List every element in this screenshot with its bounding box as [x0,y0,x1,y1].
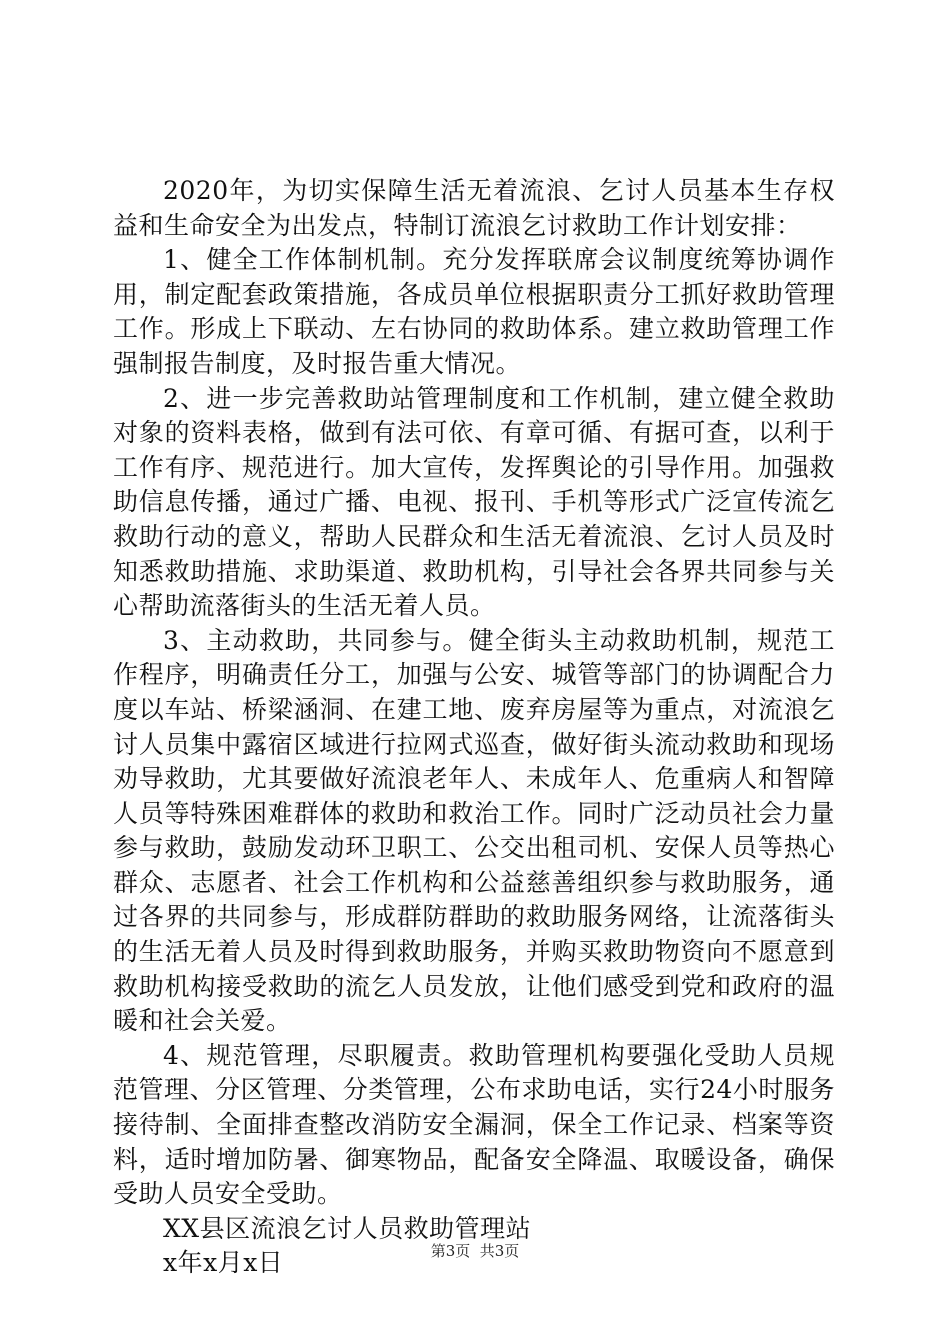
paragraph-item-3: 3、主动救助，共同参与。健全街头主动救助机制，规范工作程序，明确责任分工，加强与公安、城管等部门的协调配合力度以车站、桥梁涵洞、在建工地、废弃房屋等为重点，对流浪乞讨人员集中露宿区域进行拉网式巡查，做好街头流动救助和现场劝导救助，尤其要做好流浪老年人、未成年人、危重病人和智障人员等特殊困难群体的救助和救治工作。同时广泛动员社会力量参与救助，鼓励发动环卫职工、公交出租司机、安保人员等热心群众、志愿者、社会工作机构和公益慈善组织参与救助服务，通过各界的共同参与，形成群防群助的救助服务网络，让流落街头的生活无着人员及时得到救助服务，并购买救助物资向不愿意到救助机构接受救助的流乞人员发放，让他们感受到党和政府的温暖和社会关爱。 [113,625,835,1036]
paragraph-intro: 2020年，为切实保障生活无着流浪、乞讨人员基本生存权益和生命安全为出发点，特制订流浪乞讨救助工作计划安排： [113,176,835,240]
signature-date: x年x月x日 [163,1248,284,1278]
document-body [113,174,835,1281]
paragraph-item-2: 2、进一步完善救助站管理制度和工作机制，建立健全救助对象的资料表格，做到有法可依、有章可循、有据可查，以利于工作有序、规范进行。加大宣传，发挥舆论的引导作用。加强救助信息传播，通过广播、电视、报刊、手机等形式广泛宣传流乞救助行动的意义，帮助人民群众和生活无着流浪、乞讨人员及时知悉救助措施、求助渠道、救助机构，引导社会各界共同参与关心帮助流落街头的生活无着人员。 [113,383,835,621]
paragraph-item-4: 4、规范管理，尽职履责。救助管理机构要强化受助人员规范管理、分区管理、分类管理，公布求助电话，实行24小时服务接待制、全面排查整改消防安全漏洞，保全工作记录、档案等资料，适时增加防暑、御寒物品，配备安全降温、取暖设备，确保受助人员安全受助。 [113,1040,835,1209]
paragraph-item-1: 1、健全工作体制机制。充分发挥联席会议制度统筹协调作用，制定配套政策措施，各成员单位根据职责分工抓好救助管理工作。形成上下联动、左右协同的救助体系。建立救助管理工作强制报告制度，及时报告重大情况。 [113,245,835,378]
page-number-footer: 第3页 共3页 [430,1242,520,1260]
signature-organization: XX县区流浪乞讨人员救助管理站 [163,1213,532,1243]
